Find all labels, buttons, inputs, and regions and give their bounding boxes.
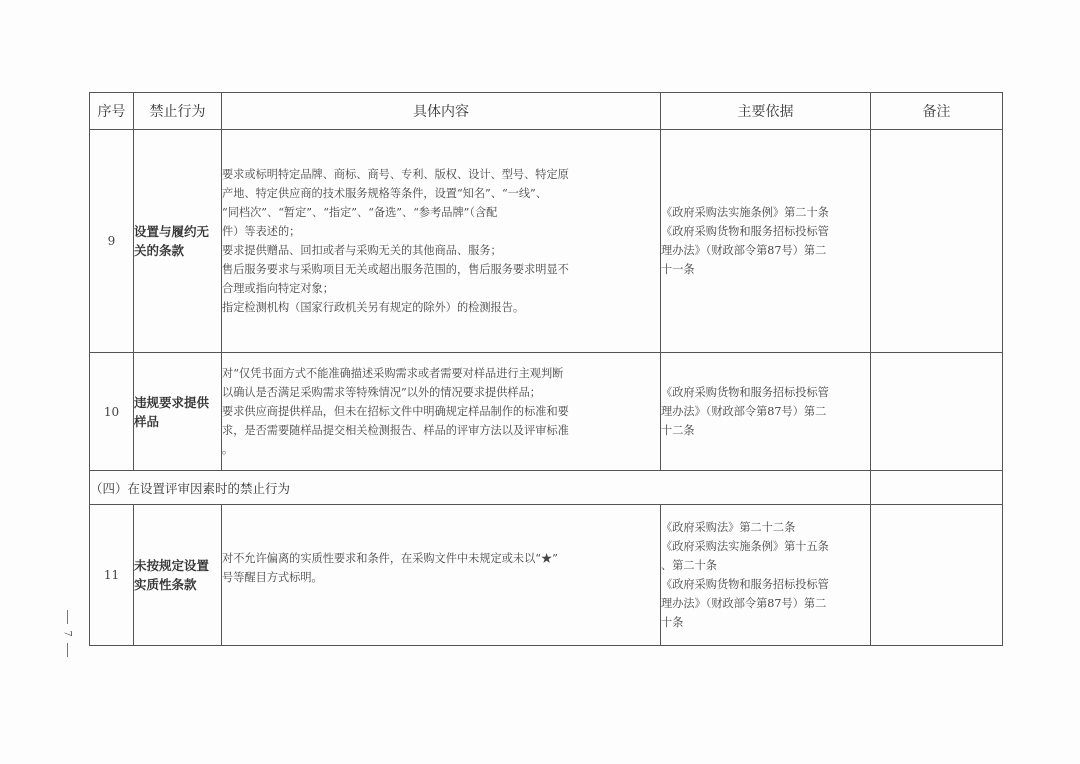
- basis-line: 《政府采购货物和服务招标投标管: [661, 386, 829, 399]
- prohibited-behaviors-table: [89, 92, 1003, 646]
- basis-line: 十条: [661, 616, 684, 629]
- content-line: 以确认是否满足采购需求等特殊情况”以外的情况要求提供样品；: [222, 386, 541, 399]
- section-remarks: [871, 471, 1003, 505]
- content-line: 合理或指向特定对象；: [222, 282, 334, 295]
- content-line: 产地、特定供应商的技术服务规格等条件，设置“知名”、“一线”、: [222, 187, 547, 200]
- header-seq: 序号: [90, 93, 134, 130]
- content-line: “同档次”、“暂定”、“指定”、“备选”、“参考品牌”（含配: [222, 206, 498, 219]
- content-line: 。: [222, 443, 234, 456]
- content-line: 要求或标明特定品牌、商标、商号、专利、版权、设计、型号、特定原: [222, 168, 569, 181]
- row-seq: 11: [90, 505, 134, 646]
- row-behavior: 违规要求提供样品: [134, 353, 222, 471]
- content-line: 指定检测机构（国家行政机关另有规定的除外）的检测报告。: [222, 301, 525, 314]
- row-content: [222, 353, 661, 471]
- row-seq: 9: [90, 130, 134, 353]
- basis-line: 《政府采购法实施条例》第十五条: [661, 540, 829, 553]
- header-basis: 主要依据: [661, 93, 871, 130]
- basis-line: 十一条: [661, 263, 695, 276]
- basis-line: 《政府采购货物和服务招标投标管: [661, 578, 829, 591]
- basis-line: 《政府采购法实施条例》第二十条: [661, 206, 829, 219]
- content-line: 号等醒目方式标明。: [222, 571, 323, 584]
- content-line: 对“仅凭书面方式不能准确描述采购需求或者需要对样品进行主观判断: [222, 367, 564, 380]
- table-row: [90, 353, 1003, 471]
- content-line: 对不允许偏离的实质性要求和条件，在采购文件中未规定或未以“★”: [222, 552, 558, 565]
- basis-line: 《政府采购货物和服务招标投标管: [661, 225, 829, 238]
- content-line: 件）等表述的；: [222, 225, 301, 238]
- page-number-marker: [62, 610, 72, 660]
- row-remarks: [871, 353, 1003, 471]
- row-remarks: [871, 505, 1003, 646]
- row-content: [222, 130, 661, 353]
- row-behavior: 未按规定设置实质性条款: [134, 505, 222, 646]
- page-number: 7: [61, 630, 73, 637]
- table-header-row: [90, 93, 1003, 130]
- table-row: [90, 130, 1003, 353]
- page-marker-dash-bottom: [67, 643, 68, 657]
- header-remarks: 备注: [871, 93, 1003, 130]
- basis-line: 理办法》（财政部令第87号）第二: [661, 405, 827, 418]
- row-basis: [661, 130, 871, 353]
- row-basis: [661, 505, 871, 646]
- row-content: [222, 505, 661, 646]
- table-row: [90, 505, 1003, 646]
- content-line: 要求供应商提供样品，但未在招标文件中明确规定样品制作的标准和要: [222, 405, 569, 418]
- header-behavior: 禁止行为: [134, 93, 222, 130]
- basis-line: 、第二十条: [661, 559, 717, 572]
- row-behavior: 设置与履约无关的条款: [134, 130, 222, 353]
- row-basis: [661, 353, 871, 471]
- content-line: 售后服务要求与采购项目无关或超出服务范围的，售后服务要求明显不: [222, 263, 569, 276]
- basis-line: 理办法》（财政部令第87号）第二: [661, 244, 827, 257]
- content-line: 求，是否需要随样品提交相关检测报告、样品的评审方法以及评审标准: [222, 424, 569, 437]
- basis-line: 《政府采购法》第二十二条: [661, 521, 796, 534]
- basis-line: 理办法》（财政部令第87号）第二: [661, 597, 827, 610]
- section-title: （四）在设置评审因素时的禁止行为: [90, 471, 871, 505]
- row-seq: 10: [90, 353, 134, 471]
- basis-line: 十二条: [661, 424, 695, 437]
- header-content: 具体内容: [222, 93, 661, 130]
- section-header-row: [90, 471, 1003, 505]
- page-marker-dash-top: [67, 610, 68, 624]
- content-line: 要求提供赠品、回扣或者与采购无关的其他商品、服务；: [222, 244, 502, 257]
- row-remarks: [871, 130, 1003, 353]
